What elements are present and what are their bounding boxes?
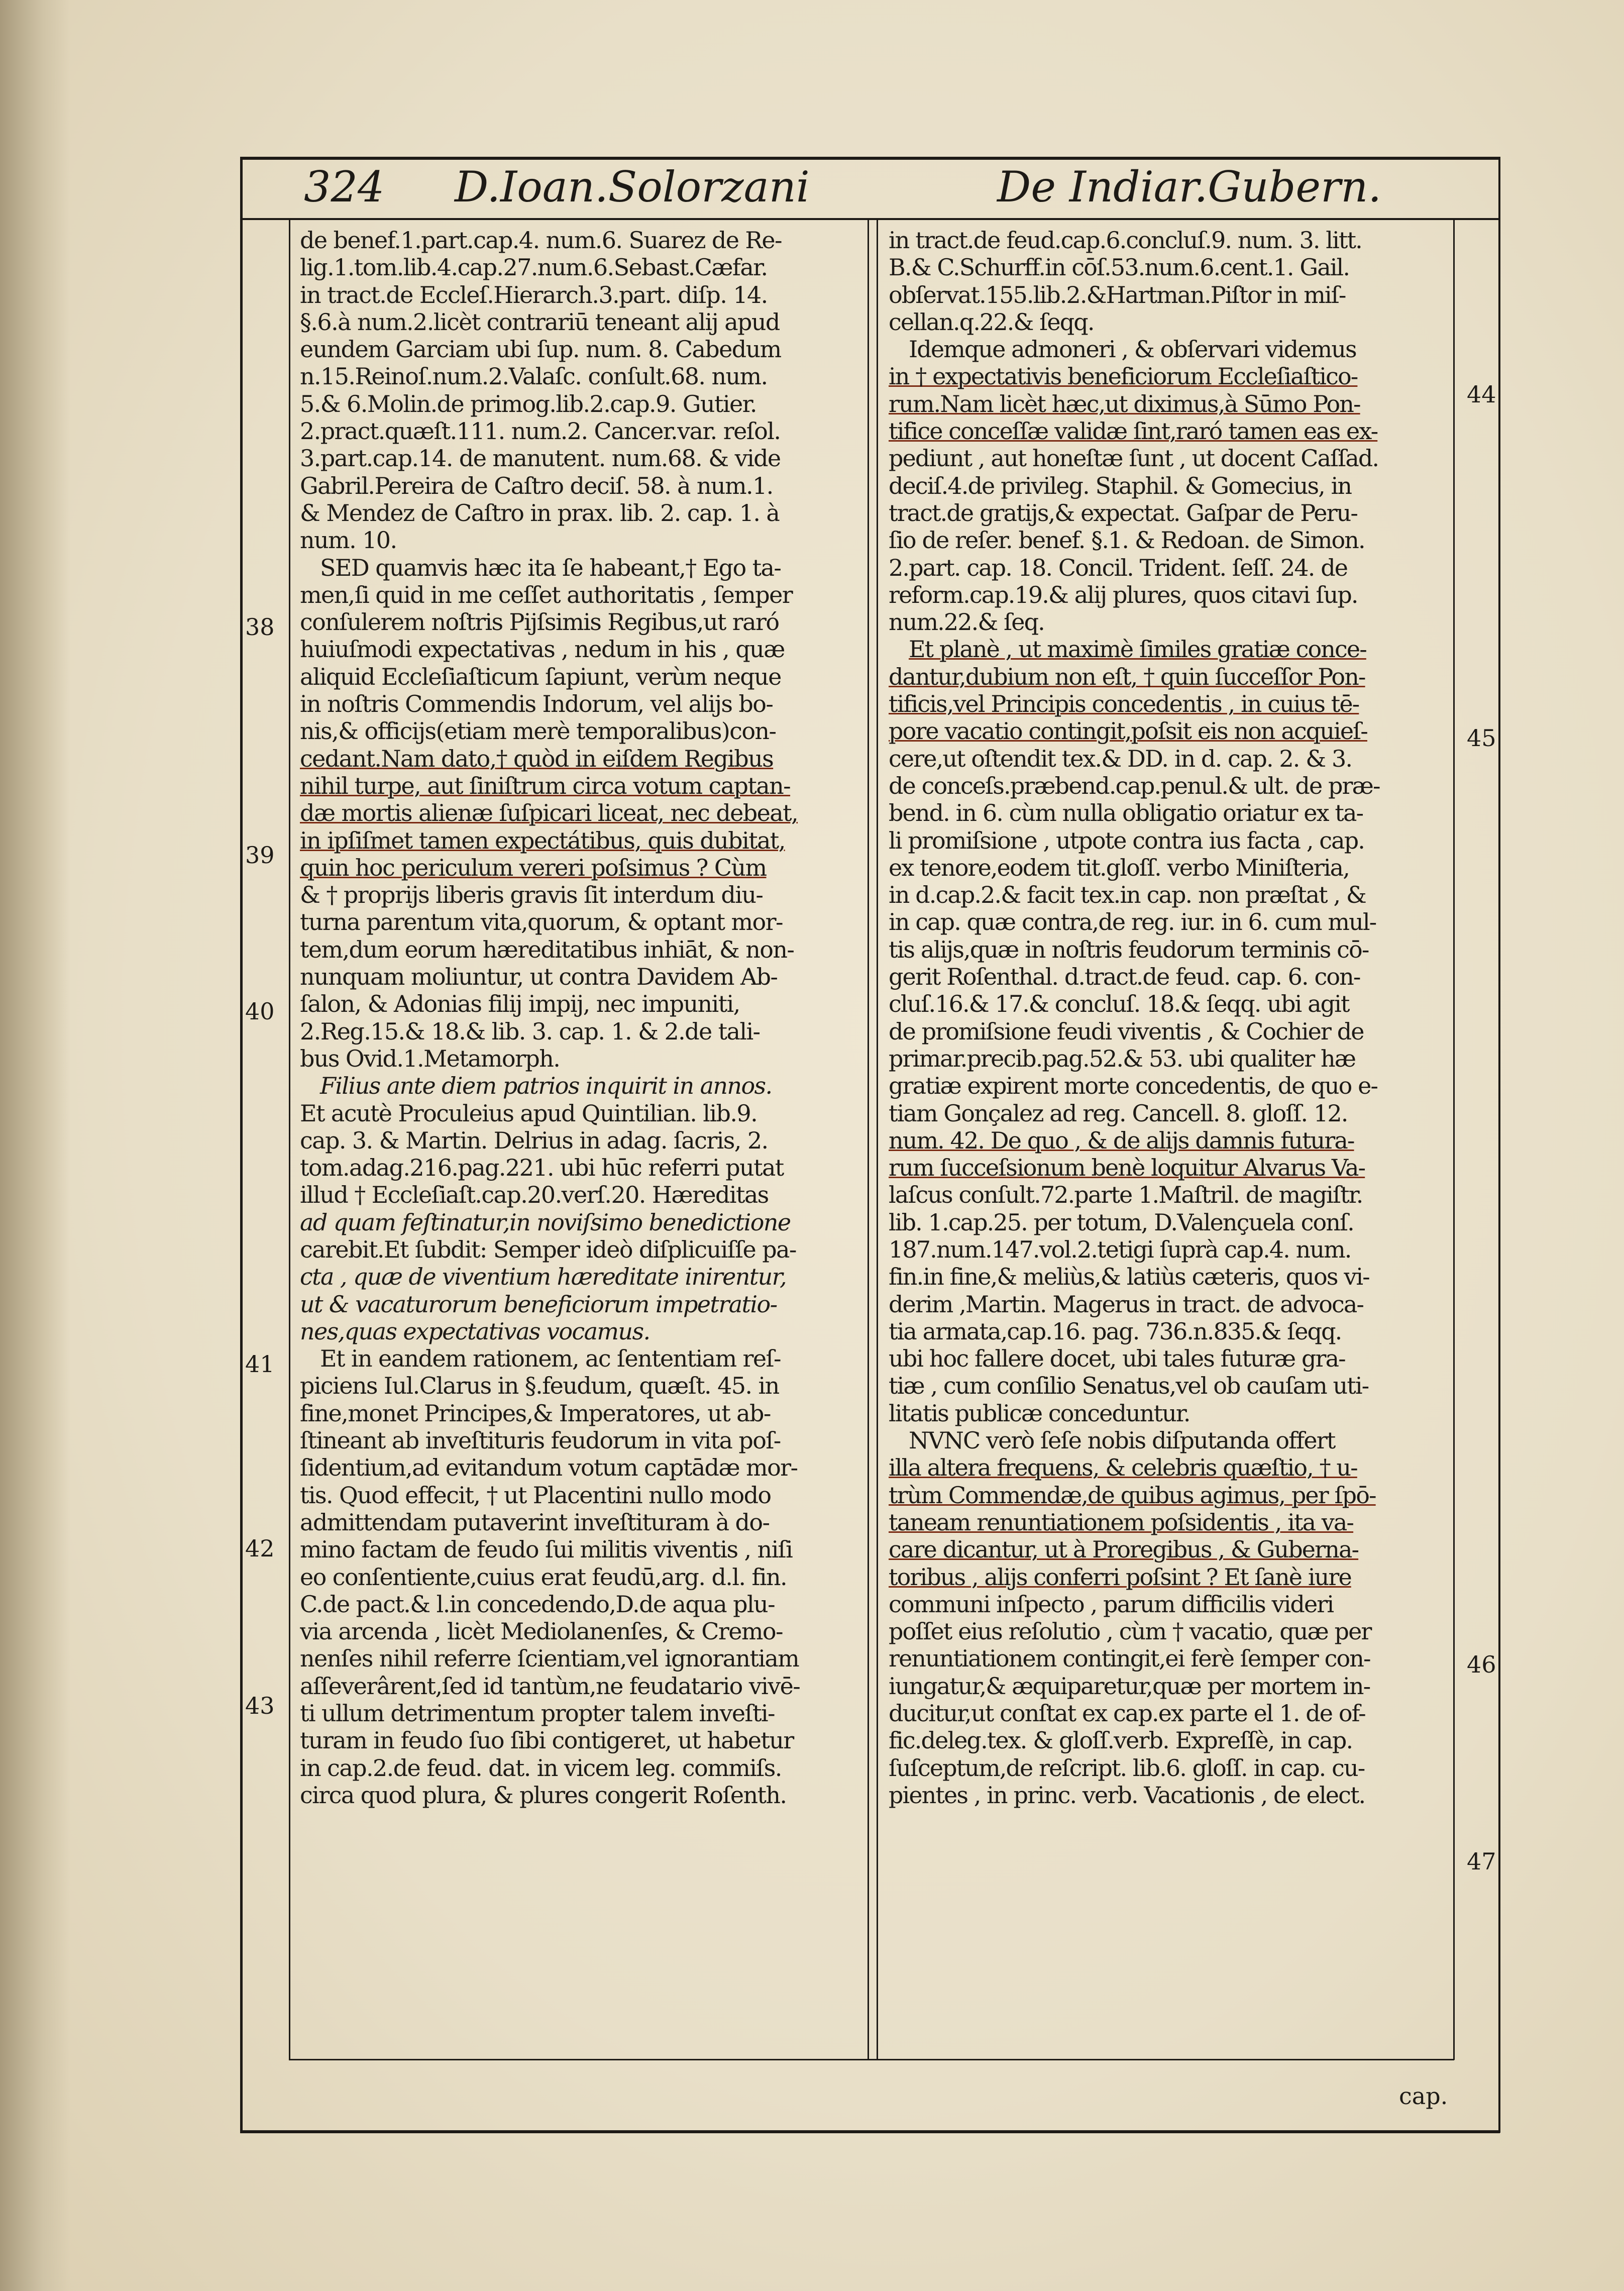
text-line: deciſ.4.de privileg. Staphil. & Gomecius, in (889, 472, 1352, 499)
underlined-text-line: illa altera frequens, & celebris quæſtio, † u- (889, 1454, 1357, 1482)
text-line: admittendam putaverint inveſtituram à do- (300, 1508, 770, 1536)
text-line: de conceſs.præbend.cap.penul.& ult. de præ- (889, 772, 1380, 799)
text-line: piciens Iul.Clarus in §.feudum, quæſt. 45. in (300, 1372, 779, 1400)
text-line: cellan.q.22.& ſeqq. (889, 308, 1094, 336)
text-line: carebit.Et ſubdit: Semper ideò diſplicuiſſe pa- (300, 1235, 796, 1263)
text-line: primar.precib.pag.52.& 53. ubi qualiter hæ (889, 1045, 1356, 1072)
margin-number-46: 46 (1467, 1651, 1496, 1678)
margin-number-44: 44 (1467, 381, 1496, 408)
underlined-text-line: in ipſiſmet tamen expectátibus, quis dubitat, (300, 826, 785, 854)
text-line: Gabril.Pereira de Caſtro deciſ. 58. à num.1. (300, 472, 773, 499)
underlined-text-line: nihil turpe, aut ſiniſtrum circa votum captan- (300, 772, 791, 799)
text-line: lig.1.tom.lib.4.cap.27.num.6.Sebast.Cæfar. (300, 254, 768, 281)
verse-quotation: Filius ante diem patrios inquirit in annos. (320, 1072, 772, 1100)
underlined-text-line: care dicantur, ut à Proregibus , & Guberna- (889, 1536, 1359, 1564)
underlined-text-line: trùm Commendæ,de quibus agimus, per ſpō- (889, 1481, 1376, 1509)
bottom-inner-rule (289, 2059, 1454, 2060)
text-line: 5.& 6.Molin.de primog.lib.2.cap.9. Gutier. (300, 390, 756, 418)
page-number: 324 (304, 162, 385, 212)
paragraph-start-line: Et in eandem rationem, ac ſententiam reſ- (320, 1345, 781, 1373)
underlined-text-line: dantur,dubium non eſt, † quin ſucceſſor Pon- (889, 663, 1365, 690)
text-line: pediunt , aut honeſtæ ſunt , ut docent Caſſad. (889, 445, 1379, 472)
text-line: ducitur,ut conſtat ex cap.ex parte el 1. de of- (889, 1700, 1365, 1727)
text-line: renuntiationem contingit,ei ferè ſemper con- (889, 1645, 1370, 1673)
text-line: ſtineant ab inveſtituris feudorum in vita poſ- (300, 1427, 781, 1454)
text-line: pientes , in princ. verb. Vacationis , de elect. (889, 1781, 1365, 1809)
text-line: tis alijs,quæ in noſtris feudorum terminis cō- (889, 935, 1369, 963)
margin-number-41: 41 (245, 1350, 275, 1378)
text-line: aliquid Eccleſiaſticum ſapiunt, verùm neque (300, 663, 781, 690)
text-line: fin.in fine,& meliùs,& latiùs cæteris, quos vi- (889, 1263, 1369, 1291)
text-line: tia armata,cap.16. pag. 736.n.835.& ſeqq. (889, 1317, 1342, 1345)
text-line: ſalon, & Adonias filij impij, nec impuniti, (300, 990, 740, 1018)
text-line: in cap. quæ contra,de reg. iur. in 6. cum mul- (889, 908, 1376, 936)
text-line: n.15.Reinoſ.num.2.Valaſc. conſult.68. num. (300, 363, 768, 390)
text-line: tiam Gonçalez ad reg. Cancell. 8. gloſſ. 12. (889, 1099, 1348, 1127)
text-line: litatis publicæ conceduntur. (889, 1399, 1190, 1427)
text-line: nenſes nihil referre ſcientiam,vel ignorantiam (300, 1645, 799, 1673)
paragraph-start-line: SED quamvis hæc ita ſe habeant,† Ego ta- (320, 554, 781, 581)
text-line: eo conſentiente,cuius erat feudū,arg. d.l. fin. (300, 1563, 787, 1591)
underlined-text-line: tificis,vel Principis concedentis , in cuius tē- (889, 690, 1359, 718)
underlined-text-line: tifice conceſſæ validæ ſint,raró tamen eas ex- (889, 418, 1378, 445)
text-line: tiæ , cum conſilio Senatus,vel ob cauſam uti- (889, 1372, 1369, 1400)
text-line: li promiſsione , utpote contra ius facta , cap. (889, 826, 1364, 854)
text-line: cluſ.16.& 17.& concluſ. 18.& ſeqq. ubi agit (889, 990, 1349, 1018)
margin-number-45: 45 (1467, 724, 1496, 752)
text-line: nunquam moliuntur, ut contra Davidem Ab- (300, 963, 778, 991)
outer-left-rule (240, 157, 243, 2133)
text-line: mino factam de feudo ſui militis viventis , niſi (300, 1536, 793, 1564)
text-line: §.6.à num.2.licèt contrariū teneant alij apud (300, 308, 780, 336)
text-line: in cap.2.de feud. dat. in vicem leg. commiſs. (300, 1754, 782, 1782)
text-line: ſidentium,ad evitandum votum captādæ mor- (300, 1454, 798, 1482)
text-line: iungatur,& æquiparetur,quæ per mortem in- (889, 1672, 1370, 1700)
text-line: Et acutè Proculeius apud Quintilian. lib.9. (300, 1099, 757, 1127)
underlined-text-line: rum ſucceſsionum benè loquitur Alvarus Va- (889, 1154, 1365, 1182)
text-line: & † proprijs liberis gravis ſit interdum diu- (300, 881, 763, 909)
text-line: 2.part. cap. 18. Concil. Trident. ſeſſ. 24. de (889, 554, 1348, 581)
text-line: & Mendez de Caſtro in prax. lib. 2. cap. 1. à (300, 499, 780, 527)
text-line: turna parentum vita,quorum, & optant mor- (300, 908, 783, 936)
text-line: B.& C.Schurff.in cōſ.53.num.6.cent.1. Gail. (889, 254, 1350, 281)
inner-right-rule (1453, 220, 1455, 2060)
text-line: bend. in 6. cùm nulla obligatio oriatur ex ta- (889, 799, 1363, 827)
outer-right-rule (1498, 157, 1500, 2133)
text-line: 3.part.cap.14. de manutent. num.68. & vide (300, 445, 781, 472)
text-line: cap. 3. & Martin. Delrius in adag. ſacris, 2. (300, 1126, 768, 1154)
italic-text-line: nes,quas expectativas vocamus. (300, 1317, 650, 1345)
text-line: in d.cap.2.& facit tex.in cap. non præſtat , & (889, 881, 1366, 909)
text-line: ſuſceptum,de reſcript. lib.6. gloſſ. in cap. cu- (889, 1754, 1365, 1782)
margin-number-43: 43 (245, 1692, 275, 1719)
text-line: aſſeverârent,ſed id tantùm,ne feudatario vivē- (300, 1672, 800, 1700)
underlined-text-line: in † expectativis beneficiorum Eccleſiaſtico- (889, 363, 1358, 390)
margin-number-40: 40 (245, 998, 275, 1025)
text-line: 2.pract.quæſt.111. num.2. Cancer.var. reſol. (300, 418, 781, 445)
underlined-text-line: quin hoc periculum vereri poſsimus ? Cùm (300, 854, 767, 881)
text-line: via arcenda , licèt Mediolanenſes, & Cremo- (300, 1618, 783, 1645)
underlined-text-line: rum.Nam licèt hæc,ut diximus,à Sūmo Pon- (889, 390, 1360, 418)
text-line: bus Ovid.1.Metamorph. (300, 1045, 560, 1072)
text-line: tem,dum eorum hæreditatibus inhiāt, & non- (300, 935, 794, 963)
text-line: fine,monet Principes,& Imperatores, ut ab- (300, 1399, 771, 1427)
paragraph-start-line: NVNC verò ſeſe nobis diſputanda offert (909, 1427, 1335, 1454)
left-text-column (300, 227, 865, 1809)
text-line: circa quod plura, & plures congerit Roſenth. (300, 1781, 787, 1809)
running-head-author: D.Ioan.Solorzani (455, 162, 810, 212)
running-head-title: De Indiar.Gubern. (997, 162, 1382, 212)
paragraph-start-line: Et planè , ut maximè ſimiles gratiæ conce- (909, 636, 1366, 663)
text-line: gratiæ expirent morte concedentis, de quo e- (889, 1072, 1378, 1100)
text-line: C.de pact.& l.in concedendo,D.de aqua plu- (300, 1590, 775, 1618)
text-line: num.22.& ſeq. (889, 608, 1044, 636)
text-line: 2.Reg.15.& 18.& lib. 3. cap. 1. & 2.de tali- (300, 1017, 760, 1045)
margin-number-47: 47 (1467, 1848, 1496, 1875)
right-text-column (889, 227, 1450, 1809)
text-line: in tract.de feud.cap.6.concluſ.9. num. 3. litt. (889, 227, 1362, 254)
underlined-text-line: pore vacatio contingit,poſsit eis non acquieſ- (889, 717, 1367, 745)
binding-gutter (0, 0, 70, 2291)
text-line: conſulerem noſtris Pijſsimis Regibus,ut raró (300, 608, 779, 636)
margin-number-38: 38 (245, 613, 275, 641)
text-line: huiuſmodi expectativas , nedum in his , quæ (300, 636, 785, 663)
text-line: obſervat.155.lib.2.&Hartman.Piſtor in miſ- (889, 281, 1346, 308)
text-line: men,ſi quid in me ceſſet authoritatis , ſemper (300, 581, 793, 608)
text-line: tom.adag.216.pag.221. ubi hūc referri putat (300, 1154, 784, 1182)
text-line: reform.cap.19.& alij plures, quos citavi ſup. (889, 581, 1358, 608)
text-line: ſio de reſer. benef. §.1. & Redoan. de Simon. (889, 527, 1365, 554)
margin-number-39: 39 (245, 842, 275, 869)
inner-left-rule (289, 220, 290, 2060)
catchword: cap. (1399, 2082, 1448, 2110)
text-line: ubi hoc fallere docet, ubi tales futuræ gra- (889, 1345, 1345, 1373)
italic-text-line: cta , quæ de viventium hæreditate inirentur, (300, 1263, 786, 1291)
header-top-rule (240, 157, 1500, 160)
center-rule-right (877, 220, 878, 2060)
text-line: gerit Roſenthal. d.tract.de feud. cap. 6. con- (889, 963, 1360, 991)
center-rule-left (868, 220, 869, 2060)
italic-text-line: ad quam feſtinatur,in noviſsimo benedictione (300, 1208, 791, 1236)
text-line: illud † Eccleſiaſt.cap.20.verſ.20. Hæreditas (300, 1181, 769, 1209)
text-line: in noſtris Commendis Indorum, vel alijs bo- (300, 690, 773, 718)
text-line: num. 10. (300, 527, 397, 554)
text-line: ex tenore,eodem tit.gloſſ. verbo Miniſteria, (889, 854, 1349, 881)
text-line: fic.deleg.tex. & gloſſ.verb. Expreſſè, in cap. (889, 1727, 1353, 1754)
header-bottom-rule (240, 218, 1500, 220)
text-line: poſſet eius reſolutio , cùm † vacatio, quæ per (889, 1618, 1371, 1645)
text-line: ti ullum detrimentum propter talem inveſti- (300, 1700, 775, 1727)
text-line: in tract.de Eccleſ.Hierarch.3.part. diſp. 14. (300, 281, 768, 308)
underlined-text-line: num. 42. De quo , & de alijs damnis futura- (889, 1126, 1354, 1154)
text-line: 187.num.147.vol.2.tetigi ſuprà cap.4. num. (889, 1235, 1351, 1263)
text-line: tis. Quod effecit, † ut Placentini nullo modo (300, 1481, 771, 1509)
underlined-text-line: toribus , alijs conferri poſsint ? Et ſanè iure (889, 1563, 1351, 1591)
underlined-text-line: cedant.Nam dato,† quòd in eiſdem Regibus (300, 745, 774, 772)
italic-text-line: ut & vacaturorum beneficiorum impetratio- (300, 1290, 777, 1318)
text-line: de promiſsione feudi viventis , & Cochier de (889, 1017, 1364, 1045)
text-line: laſcus conſult.72.parte 1.Maſtril. de magiſtr. (889, 1181, 1363, 1209)
text-line: cere,ut oſtendit tex.& DD. in d. cap. 2. & 3. (889, 745, 1352, 772)
text-line: turam in feudo ſuo ſibi contigeret, ut habetur (300, 1727, 794, 1754)
text-line: de benef.1.part.cap.4. num.6. Suarez de Re- (300, 227, 782, 254)
text-line: lib. 1.cap.25. per totum, D.Valençuela conſ. (889, 1208, 1354, 1236)
margin-number-42: 42 (245, 1535, 275, 1562)
underlined-text-line: taneam renuntiationem poſsidentis , ita va- (889, 1508, 1354, 1536)
text-line: eundem Garciam ubi ſup. num. 8. Cabedum (300, 336, 781, 363)
text-line: nis,& officijs(etiam merè temporalibus)con- (300, 717, 776, 745)
text-line: derim ,Martin. Magerus in tract. de advoca- (889, 1290, 1364, 1318)
text-line: communi inſpecto , parum difficilis videri (889, 1590, 1334, 1618)
bottom-outer-rule (240, 2130, 1500, 2133)
paragraph-start-line: Idemque admoneri , & obſervari videmus (909, 336, 1356, 363)
text-line: tract.de gratijs,& expectat. Gaſpar de Peru- (889, 499, 1358, 527)
underlined-text-line: dæ mortis alienæ ſuſpicari liceat, nec debeat, (300, 799, 798, 827)
